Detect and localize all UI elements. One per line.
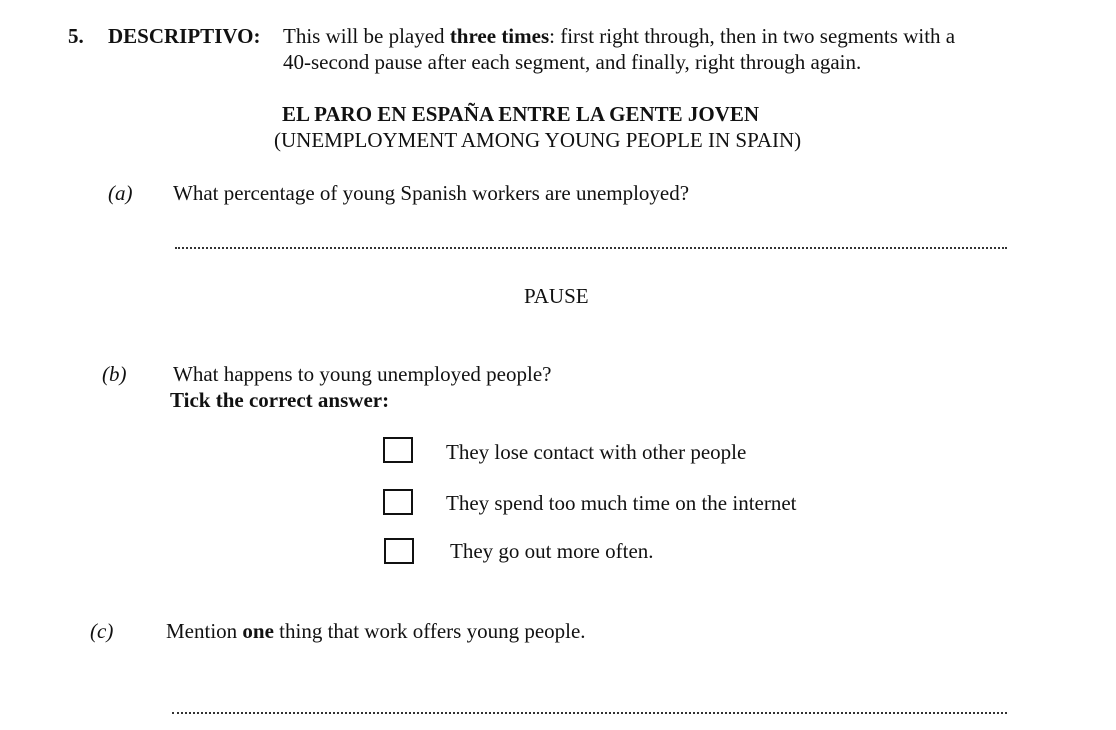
title-spanish: EL PARO EN ESPAÑA ENTRE LA GENTE JOVEN: [282, 102, 760, 126]
question-number: 5.: [68, 24, 84, 48]
part-b-instruction: Tick the correct answer:: [170, 388, 390, 412]
part-c-label: (c): [90, 619, 114, 643]
part-a-label: (a): [108, 181, 133, 205]
option-1-label: They lose contact with other people: [446, 440, 747, 464]
option-3-checkbox[interactable]: [384, 538, 414, 564]
part-c-emphasis: one: [242, 619, 274, 643]
instructions-line-1: [283, 23, 955, 49]
instructions-text-post: : first right through, then in two segments with a: [549, 24, 956, 48]
part-a-question: What percentage of young Spanish workers are unemployed?: [173, 181, 690, 205]
option-1-checkbox[interactable]: [383, 437, 413, 463]
answer-line-a[interactable]: [175, 247, 1007, 249]
part-c-question: [166, 618, 586, 644]
instructions-emphasis: three times: [449, 24, 550, 48]
title-english: (UNEMPLOYMENT AMONG YOUNG PEOPLE IN SPAIN): [274, 128, 802, 152]
part-c-text-post: thing that work offers young people.: [273, 619, 586, 643]
option-2-checkbox[interactable]: [383, 489, 413, 515]
part-b-question: What happens to young unemployed people?: [173, 362, 552, 386]
instructions-line-2: 40-second pause after each segment, and finally, right through again.: [283, 50, 862, 74]
part-c-text-pre: Mention: [166, 619, 243, 643]
instructions-text-pre: This will be played: [283, 24, 450, 48]
option-3-label: They go out more often.: [450, 539, 654, 563]
option-2-label: They spend too much time on the internet: [446, 491, 797, 515]
question-label: DESCRIPTIVO:: [108, 24, 261, 48]
answer-line-c[interactable]: [172, 712, 1007, 714]
pause-label: PAUSE: [524, 284, 589, 308]
part-b-label: (b): [102, 362, 127, 386]
